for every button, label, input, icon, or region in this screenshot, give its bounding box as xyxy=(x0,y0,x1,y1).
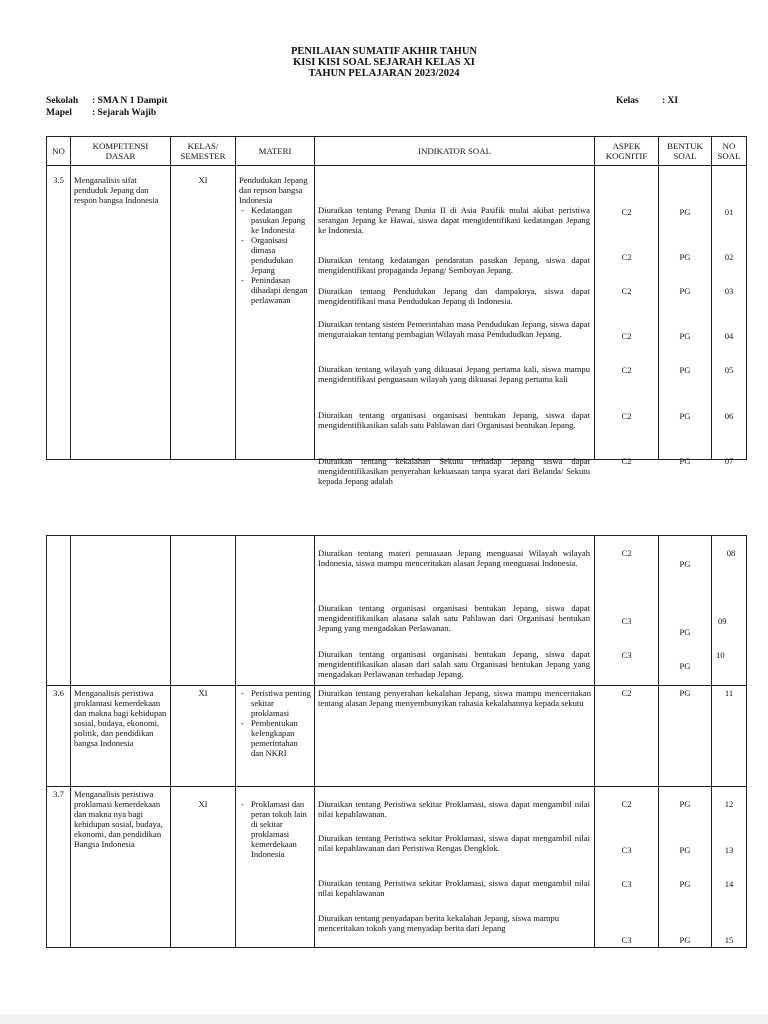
bentuk-value: PG xyxy=(679,845,691,855)
materi-cell xyxy=(236,166,315,460)
bentuk-value: PG xyxy=(679,411,691,421)
kd-text: Menganalisis peristiwa proklamasi kemerdekaan dan makna bagi kehidupan sosial, budaya, ekonomi, politik, dan pendidikan bangsa Indonesia xyxy=(71,686,171,787)
indikator-text: Diuraikan tentang Peristiwa sekitar Proklamasi, siswa dapat mengambil nilai nilai kepahlawanan dari Peristiwa Rengas Dengklok. xyxy=(318,833,590,853)
materi-cell xyxy=(236,787,315,948)
materi-intro: Pendudukan Jepang dan repson bangsa Indonesia xyxy=(239,175,308,205)
indikator-cell xyxy=(315,787,595,948)
nosoal-value: 02 xyxy=(724,252,734,262)
bentuk-value: PG xyxy=(679,559,691,569)
bentuk-value: PG xyxy=(679,365,691,375)
bentuk-value: PG xyxy=(679,661,691,671)
indikator-text: Diuraikan tentang Pendudukan Jepang dan dampaknya, siswa dapat mengidentifikasi masa Pendudukan Jepang di Indonesia. xyxy=(318,286,590,306)
col-nosoal: NO SOAL xyxy=(712,137,747,166)
indikator-cell xyxy=(315,166,595,486)
indikator-text: Diuraikan tentang wilayah yang dikuasai Jepang pertama kali, siswa mampu mengidentifikasi penguasaan wilayah yang dikuasai Jepang pertama kali xyxy=(318,364,590,384)
materi-cell xyxy=(236,686,315,787)
indikator-cell xyxy=(315,536,595,686)
kd-number: 3.6 xyxy=(47,686,71,787)
aspek-value: C2 xyxy=(621,252,632,262)
aspek-value: C2 xyxy=(595,686,659,787)
table-header-row xyxy=(47,137,747,166)
bentuk-value: PG xyxy=(679,252,691,262)
indikator-text: Diuraikan tentang sistem Pemerintahan masa Pendudukan Jepang, siswa dapat menguraiakan tentang pembagian Wilayah masa Pendududkan Jepang. xyxy=(318,319,590,339)
nosoal-value: 09 xyxy=(718,616,727,626)
indikator-text: Diuraikan tentang penyadapan berita kekalahan Jepang, siswa mampu menceritakan tokoh yang menyadap berita dari Jepang xyxy=(318,913,560,933)
nosoal-cell xyxy=(712,787,747,948)
aspek-cell xyxy=(595,787,659,948)
indikator-text: Diuraikan tentang kekalahan Sekutu terhadap Jepang siswa dapat mengidentifikasikan penyerahan kekuasaan tanpa syarat dari Belanda/ Sekutu kepada Jepang adalah xyxy=(318,456,590,486)
col-kompetensi: KOMPETENSI DASAR xyxy=(71,137,171,166)
aspek-value: C2 xyxy=(621,207,632,217)
nosoal-value: 05 xyxy=(724,365,734,375)
bentuk-value: PG xyxy=(679,331,691,341)
col-no: NO xyxy=(47,137,71,166)
materi-item: - Pembentukan kelengkapan pemerintahan dan NKRI xyxy=(251,718,311,758)
indikator-text: Diuraikan tentang organisasi organisasi bentukan Jepang, siswa dapat mengidentifikasikan alasana salah satu Pahlawan dari Organisasi bentukan Jepang yang mengadakan Perlawanan. xyxy=(318,603,590,633)
kelas-label: Kelas xyxy=(616,96,639,106)
aspek-cell xyxy=(595,166,659,466)
mapel-label: Mapel xyxy=(46,108,72,118)
col-indikator: INDIKATOR SOAL xyxy=(315,137,595,166)
indikator-text: Diuraikan tentang organisasi organisasi bentukan Jepang, siswa dapat mengidentifikasikan alasan dari salah satu Organisasi bentukan Jepang yang mengadakan Perlawanan terhadap Jepang. xyxy=(318,649,590,679)
kelas-value-cell: XI xyxy=(171,686,236,787)
indikator-text: Diuraikan tentang organisasi organisasi bentukan Jepang, siswa dapat mengidentifikasikan salah satu Pahlawan dari Organisasi bentukan Jepang. xyxy=(318,410,590,430)
aspek-value: C2 xyxy=(621,286,632,296)
indikator-text: Diuraikan tentang kedatangan pendaratan pasukan Jepang, siswa dapat mengidentifikasi propaganda Jepang/ Semboyan Jepang. xyxy=(318,255,590,275)
nosoal-value: 12 xyxy=(724,799,734,809)
nosoal-value: 13 xyxy=(724,845,734,855)
table-row xyxy=(47,686,747,787)
aspek-value: C3 xyxy=(621,650,632,660)
nosoal-value: 06 xyxy=(724,411,734,421)
aspek-value: C2 xyxy=(621,331,632,341)
bentuk-value: PG xyxy=(679,879,691,889)
aspek-value: C3 xyxy=(621,616,632,626)
aspek-value: C2 xyxy=(621,411,632,421)
kd-text: Menganalisis peristiwa proklamasi kemerdekaan dan makna nya bagi kehidupan sosial, budaya, ekonomi, dan pendidikan Bangsa Indonesia xyxy=(71,787,171,948)
kelas-value: : XI xyxy=(662,96,679,106)
sekolah-value: : SMA N 1 Dampit xyxy=(92,96,168,106)
materi-item: - Organisasi dimasa pendudukan Jepang xyxy=(251,235,311,275)
table-row xyxy=(47,166,747,460)
col-materi: MATERI xyxy=(236,137,315,166)
kisi-table-page1 xyxy=(46,136,747,486)
table-row xyxy=(47,536,747,686)
kd-text: Menganalisis sifat penduduk Jepang dan respon bangsa Indonesia xyxy=(71,166,171,460)
aspek-value: C2 xyxy=(621,799,632,809)
bentuk-value: PG xyxy=(679,207,691,217)
table-row xyxy=(47,787,747,948)
materi-item: - Kedatangan pasukan Jepang ke Indonesia xyxy=(251,205,311,235)
materi-item: - Peristiwa penting sekitar proklamasi xyxy=(251,688,311,718)
materi-item: - Proklamasi dan peran tokoh lain di sekitar proklamasi kemerdekaan Indonesia xyxy=(251,799,311,859)
aspek-value: C2 xyxy=(621,548,632,558)
doc-title-line2: KISI KISI SOAL SEJARAH KELAS XI xyxy=(293,57,475,68)
school-info xyxy=(46,95,167,107)
kisi-table-page2 xyxy=(46,535,747,948)
nosoal-value: 08 xyxy=(726,548,736,558)
col-kelas: KELAS/ SEMESTER xyxy=(171,137,236,166)
nosoal-value: 10 xyxy=(716,650,725,660)
doc-title-line3: TAHUN PELAJARAN 2023/2024 xyxy=(308,68,460,79)
aspek-value: C3 xyxy=(621,935,632,945)
indikator-text: Diuraikan tentang Perang Dunia II di Asia Pasifik mulai akibat peristiwa serangan Jepang ke Hawai, siswa dapat mengidentifikasi kedatangan Jepang ke Indonesia. xyxy=(318,205,590,235)
doc-title-line1: PENILAIAN SUMATIF AKHIR TAHUN xyxy=(290,46,477,57)
materi-item: - Penindasan dihadapi dengan perlawanan xyxy=(251,275,311,305)
nosoal-cell xyxy=(712,536,747,686)
kelas-value-cell: XI xyxy=(171,166,236,460)
aspek-value: C3 xyxy=(621,879,632,889)
bentuk-cell xyxy=(659,536,712,686)
aspek-value: C2 xyxy=(621,456,632,466)
indikator-text: Diuraikan tentang penyerahan kekalahan Jepang, siswa mampu menceritakan tentang alasan Jepang menyembunyikan rahasia kekalahannya kepada sekutu xyxy=(315,686,595,787)
bentuk-value: PG xyxy=(679,456,691,466)
nosoal-value: 15 xyxy=(724,935,734,945)
indikator-text: Diuraikan tentang Peristiwa sekitar Proklamasi, siswa dapat mengambil nilai nilai kepahlawanan xyxy=(318,878,590,898)
aspek-value: C3 xyxy=(621,845,632,855)
bentuk-value: PG xyxy=(679,286,691,296)
nosoal-value: 01 xyxy=(724,207,734,217)
bentuk-value: PG xyxy=(679,935,691,945)
nosoal-value: 04 xyxy=(724,331,734,341)
col-aspek: ASPEK KOGNITIF xyxy=(595,137,659,166)
col-bentuk: BENTUK SOAL xyxy=(659,137,712,166)
bentuk-value: PG xyxy=(679,799,691,809)
bentuk-cell xyxy=(659,787,712,948)
bentuk-value: PG xyxy=(679,627,691,637)
kd-number: 3.7 xyxy=(47,787,71,948)
aspek-cell xyxy=(595,536,659,686)
aspek-value: C2 xyxy=(621,365,632,375)
page-bottom-strip xyxy=(0,1014,768,1024)
indikator-text: Diuraikan tentang materi penuasaan Jepang menguasai Wilayah wilayah Indonesia, siswa mampu menceritakan alasan Jepang menguasai Indonesia. xyxy=(318,548,590,568)
mapel-value: : Sejarah Wajib xyxy=(92,108,157,118)
kelas-value-cell: XI xyxy=(171,787,236,948)
mapel-info xyxy=(46,107,156,119)
nosoal-value: 14 xyxy=(724,879,734,889)
nosoal-cell xyxy=(712,166,747,466)
bentuk-value: PG xyxy=(659,686,712,787)
sekolah-label: Sekolah xyxy=(46,96,79,106)
bentuk-cell xyxy=(659,166,712,466)
nosoal-value: 11 xyxy=(712,686,747,787)
kd-number: 3.5 xyxy=(47,166,71,460)
nosoal-value: 03 xyxy=(724,286,734,296)
nosoal-value: 07 xyxy=(724,456,734,466)
kelas-info xyxy=(616,95,678,107)
indikator-text: Diuraikan tentang Peristiwa sekitar Proklamasi, siswa dapat mengambil nilai nilai kepahlawanan. xyxy=(318,799,590,819)
